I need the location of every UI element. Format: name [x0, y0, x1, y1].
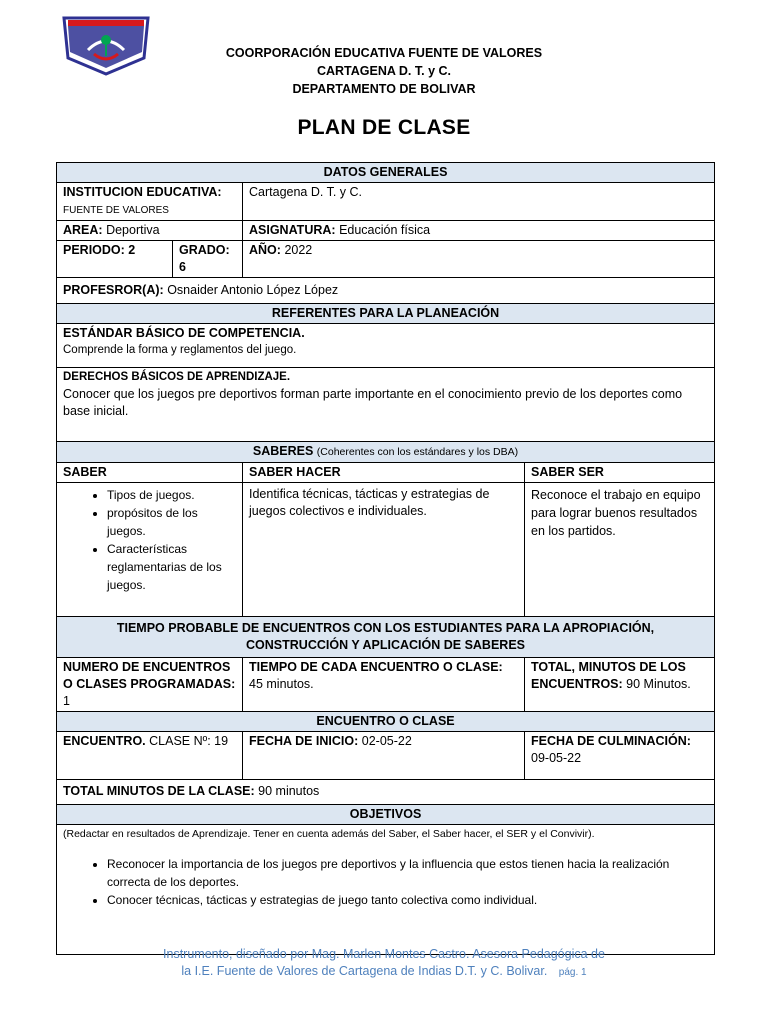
saber-item: • Tipos de juegos.	[107, 486, 236, 504]
grado-cell	[173, 241, 243, 278]
saberes-note: (Coherentes con los estándares y los DBA)	[316, 446, 519, 458]
total-encuentros-label: TOTAL, MINUTOS DE LOS ENCUENTROS:	[531, 660, 686, 691]
saber-item: • propósitos de los juegos.	[107, 504, 236, 540]
dba-cell	[57, 368, 715, 442]
tiempo-encuentro-cell	[243, 658, 525, 712]
total-clase-cell	[57, 780, 715, 805]
periodo-value: PERIODO: 2	[57, 241, 173, 278]
section-objetivos: OBJETIVOS	[57, 805, 715, 825]
footer-credit: Instrumento, diseñado por Mag. Marlen Montes Castro. Asesora Pedagógica de	[163, 947, 605, 961]
asignatura-cell	[243, 221, 715, 241]
objetivo-item: • Conocer técnicas, tácticas y estrategias de juego tanto colectiva como individual.	[107, 891, 708, 909]
clase-value: CLASE Nº: 19	[149, 734, 229, 748]
fecha-culminacion-value: 09-05-22	[531, 751, 582, 765]
footer-institution-text: la I.E. Fuente de Valores de Cartagena de Indias D.T. y C. Bolivar.	[181, 964, 548, 978]
total-encuentros-value: 90 Minutos.	[626, 677, 691, 691]
page-title: PLAN DE CLASE	[297, 116, 471, 139]
dba-label: DERECHOS BÁSICOS DE APRENDIZAJE.	[63, 371, 291, 383]
numero-encuentros-cell	[57, 658, 243, 712]
estandar-value: Comprende la forma y reglamentos del juego.	[63, 344, 297, 356]
page-number: pág. 1	[558, 967, 587, 978]
saber-item: • Características reglamentarias de los juegos.	[107, 540, 236, 594]
grado-value: 6	[179, 260, 186, 274]
institucion-value: FUENTE DE VALORES	[63, 205, 169, 216]
profesor-cell	[57, 278, 715, 304]
fecha-inicio-value: 02-05-22	[361, 734, 412, 748]
total-encuentros-cell	[525, 658, 715, 712]
grado-label: GRADO:	[179, 243, 230, 257]
area-cell	[57, 221, 243, 241]
objetivos-cell	[57, 825, 715, 955]
fecha-inicio-cell	[243, 732, 525, 780]
department-line: DEPARTAMENTO DE BOLIVAR	[292, 82, 476, 96]
col-saber-hacer: SABER HACER	[243, 463, 525, 483]
numero-label: NUMERO DE ENCUENTROS O CLASES PROGRAMADAS:	[63, 660, 236, 691]
institucion-label: INSTITUCION EDUCATIVA:	[63, 185, 222, 199]
footer-institution	[0, 964, 768, 978]
anio-cell	[243, 241, 715, 278]
saber-hacer-value: Identifica técnicas, tácticas y estrategias de juegos colectivos e individuales.	[243, 483, 525, 617]
dba-value: Conocer que los juegos pre deportivos forman parte importante en el conocimiento previo de los deportes como base inicial.	[63, 387, 683, 418]
objetivos-note: (Redactar en resultados de Aprendizaje. Tener en cuenta además del Saber, el Saber hacer, el SER y el Convivir).	[63, 828, 595, 840]
saber-ser-value: Reconoce el trabajo en equipo para lograr buenos resultados en los partidos.	[525, 483, 715, 617]
anio-value: 2022	[284, 243, 313, 257]
col-saber: SABER	[57, 463, 243, 483]
saber-cell	[57, 483, 243, 617]
asignatura-value: Educación física	[339, 223, 431, 237]
section-saberes	[57, 442, 715, 463]
section-referentes: REFERENTES PARA LA PLANEACIÓN	[57, 304, 715, 324]
asignatura-label: ASIGNATURA:	[249, 223, 336, 237]
fecha-inicio-label: FECHA DE INICIO:	[249, 734, 359, 748]
city-line: CARTAGENA D. T. y C.	[316, 64, 452, 78]
section-encuentro: ENCUENTRO O CLASE	[57, 712, 715, 732]
objetivo-item: • Reconocer la importancia de los juegos pre deportivos y la influencia que estos tienen hacia la realización correcta de los deportes.	[107, 855, 708, 891]
ciudad-value: Cartagena D. T. y C.	[243, 183, 715, 221]
fecha-culminacion-label: FECHA DE CULMINACIÓN:	[531, 734, 691, 748]
area-value: Deportiva	[106, 223, 160, 237]
fecha-culminacion-cell	[525, 732, 715, 780]
numero-value: 1	[63, 694, 70, 708]
saberes-title: SABERES	[252, 444, 314, 458]
col-saber-ser: SABER SER	[525, 463, 715, 483]
clase-cell	[57, 732, 243, 780]
section-datos-generales: DATOS GENERALES	[57, 163, 715, 183]
total-clase-value: 90 minutos	[258, 784, 320, 798]
anio-label: AÑO:	[249, 243, 281, 257]
tiempo-label: TIEMPO DE CADA ENCUENTRO O CLASE:	[249, 660, 503, 674]
institucion-cell	[57, 183, 243, 221]
estandar-label: ESTÁNDAR BÁSICO DE COMPETENCIA.	[63, 326, 305, 340]
plan-table	[56, 162, 715, 955]
profesor-label: PROFESROR(A):	[63, 283, 164, 297]
tiempo-value: 45 minutos.	[249, 677, 314, 691]
profesor-value: Osnaider Antonio López López	[167, 283, 339, 297]
estandar-cell	[57, 324, 715, 368]
area-label: AREA:	[63, 223, 103, 237]
total-clase-label: TOTAL MINUTOS DE LA CLASE:	[63, 784, 255, 798]
section-tiempo: TIEMPO PROBABLE DE ENCUENTROS CON LOS ESTUDIANTES PARA LA APROPIACIÓN, CONSTRUCCIÓN Y APLICACIÓN DE SABERES	[57, 617, 715, 658]
institution-name: COORPORACIÓN EDUCATIVA FUENTE DE VALORES	[225, 46, 543, 60]
clase-label: ENCUENTRO.	[63, 734, 146, 748]
